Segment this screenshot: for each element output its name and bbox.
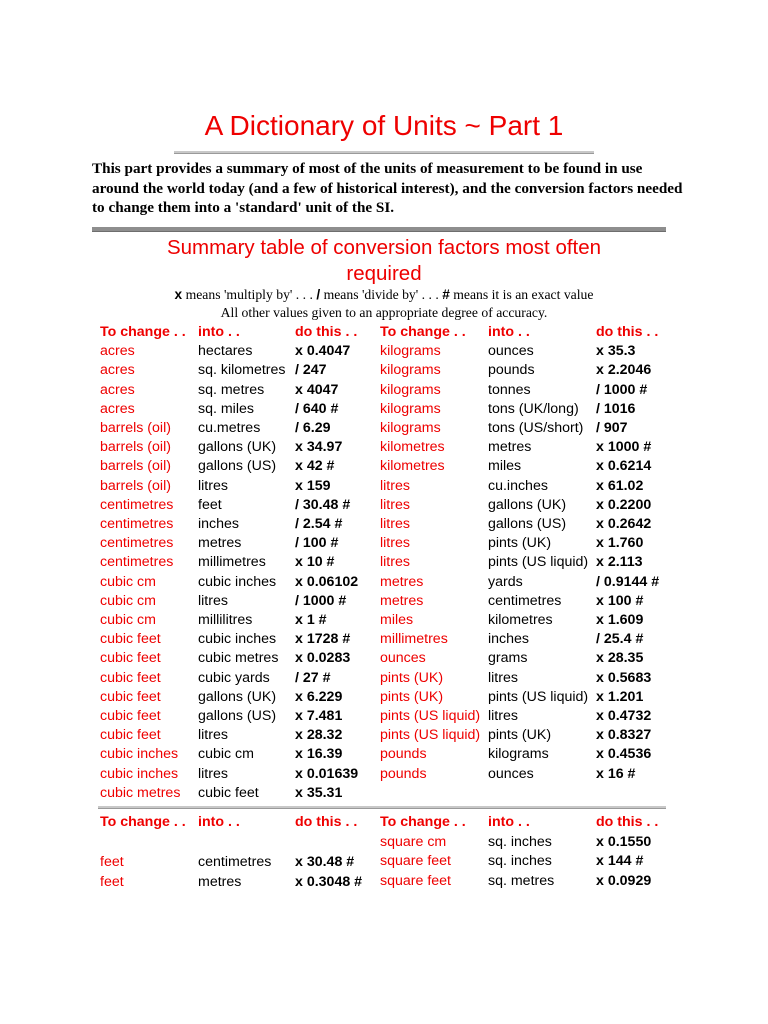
left-to-unit: gallons (US) — [198, 458, 277, 475]
left-from-unit: cubic cm — [100, 573, 156, 590]
right-to-unit: pounds — [488, 362, 535, 379]
left2-header-change: To change . . — [100, 814, 186, 830]
right2-from-unit: square cm — [380, 834, 447, 851]
right-factor: x 1000 # — [596, 439, 652, 456]
left-to-unit: litres — [198, 765, 228, 782]
left-factor: / 27 # — [295, 669, 331, 686]
left-from-unit: acres — [100, 343, 135, 360]
left2-header-action: do this . . — [295, 814, 358, 830]
left-factor: x 7.481 — [295, 708, 343, 724]
right-factor: x 2.2046 — [596, 362, 652, 379]
right-from-unit: litres — [380, 535, 410, 552]
right-from-unit: millimetres — [380, 631, 448, 648]
left-to-unit: gallons (UK) — [198, 439, 277, 456]
right-factor: x 0.8327 — [596, 727, 652, 744]
left-factor: x 10 # — [295, 554, 335, 571]
left-from-unit: barrels (oil) — [100, 439, 171, 456]
left-factor: / 247 — [295, 362, 327, 379]
divide-text: means 'divide by' . . . — [320, 287, 443, 302]
left-factor: / 1000 # — [295, 592, 347, 609]
left-to-unit: litres — [198, 727, 228, 744]
exact-symbol: # — [442, 287, 450, 302]
left2-header-into: into . . — [198, 814, 240, 830]
right-to-unit: grams — [488, 650, 528, 667]
right-factor: / 25.4 # — [596, 631, 644, 648]
right-header-into: into . . — [488, 324, 530, 340]
left-to-unit: inches — [198, 516, 240, 532]
right-from-unit: pints (US liquid) — [380, 727, 481, 744]
left2-to-unit: metres — [198, 873, 242, 890]
left-from-unit: centimetres — [100, 535, 174, 552]
left-to-unit: cubic metres — [198, 650, 279, 667]
left-from-unit: cubic inches — [100, 765, 179, 782]
right-from-unit: miles — [380, 612, 414, 628]
right-factor: x 0.2200 — [596, 496, 652, 513]
left-header-change: To change . . — [100, 324, 186, 340]
table-divider — [98, 806, 666, 809]
left-factor: / 6.29 — [295, 420, 331, 436]
right-to-unit: tons (US/short) — [488, 420, 584, 436]
left-to-unit: millimetres — [198, 554, 266, 571]
left-to-unit: cubic yards — [198, 669, 270, 686]
left2-factor: x 30.48 # — [295, 854, 355, 871]
left-factor: x 4047 — [295, 381, 339, 398]
left-to-unit: litres — [198, 592, 228, 609]
left-from-unit: cubic cm — [100, 592, 156, 609]
left-factor: x 42 # — [295, 458, 335, 475]
left-from-unit: cubic metres — [100, 784, 181, 801]
left-from-unit: cubic feet — [100, 650, 161, 667]
right-from-unit: pounds — [380, 765, 427, 782]
right-from-unit: pounds — [380, 746, 427, 763]
left-from-unit: barrels (oil) — [100, 477, 171, 494]
left-to-unit: sq. miles — [198, 400, 254, 417]
right-factor: x 1.201 — [596, 688, 644, 705]
right-to-unit: tonnes — [488, 381, 531, 398]
right-factor: / 1000 # — [596, 381, 648, 398]
divide-symbol: / — [316, 287, 321, 302]
multiply-text: means 'multiply by' . . . — [182, 287, 317, 302]
left2-from-unit: feet — [100, 873, 124, 890]
left-from-unit: acres — [100, 381, 135, 398]
left-factor: / 100 # — [295, 535, 339, 552]
right-factor: x 0.2642 — [596, 516, 652, 532]
right-from-unit: litres — [380, 554, 410, 571]
right-from-unit: litres — [380, 516, 410, 532]
left-to-unit: gallons (UK) — [198, 688, 277, 705]
right2-header-into: into . . — [488, 814, 530, 830]
right-from-unit: kilometres — [380, 458, 445, 475]
right-factor: x 28.35 — [596, 650, 644, 667]
left-factor: x 1 # — [295, 612, 327, 628]
right-header-action: do this . . — [596, 324, 659, 340]
left-factor: x 0.0283 — [295, 650, 351, 667]
right-to-unit: litres — [488, 669, 518, 686]
left-factor: x 159 — [295, 477, 331, 494]
left-factor: x 0.01639 — [295, 765, 359, 782]
left-from-unit: centimetres — [100, 554, 174, 571]
right-to-unit: miles — [488, 458, 522, 475]
left2-to-unit: centimetres — [198, 854, 272, 871]
left-to-unit: cu.metres — [198, 420, 261, 436]
page-title: A Dictionary of Units ~ Part 1 — [204, 110, 564, 141]
left-to-unit: millilitres — [198, 612, 253, 628]
right-to-unit: ounces — [488, 343, 534, 360]
right2-to-unit: sq. metres — [488, 872, 555, 889]
right-to-unit: centimetres — [488, 592, 562, 609]
right-from-unit: pints (UK) — [380, 669, 444, 686]
left-to-unit: hectares — [198, 343, 253, 360]
right2-factor: x 0.0929 — [596, 872, 652, 889]
right2-factor: x 144 # — [596, 853, 644, 870]
left-factor: x 0.06102 — [295, 573, 359, 590]
right-from-unit: litres — [380, 477, 410, 494]
right2-header-action: do this . . — [596, 814, 659, 830]
left-to-unit: sq. kilometres — [198, 362, 286, 379]
right-to-unit: inches — [488, 631, 530, 648]
right-from-unit: pints (UK) — [380, 688, 444, 705]
right-to-unit: pints (US liquid) — [488, 688, 589, 705]
right-from-unit: pints (US liquid) — [380, 708, 481, 724]
left-from-unit: cubic inches — [100, 746, 179, 763]
right-to-unit: pints (UK) — [488, 535, 552, 552]
left-from-unit: cubic feet — [100, 669, 161, 686]
right2-from-unit: square feet — [380, 872, 451, 889]
right2-from-unit: square feet — [380, 853, 451, 870]
exact-text: means it is an exact value — [449, 287, 594, 302]
left-from-unit: barrels (oil) — [100, 420, 171, 436]
right2-factor: x 0.1550 — [596, 834, 652, 851]
left-to-unit: litres — [198, 477, 228, 494]
left-header-into: into . . — [198, 324, 240, 340]
right-to-unit: gallons (UK) — [488, 496, 567, 513]
left-to-unit: cubic cm — [198, 746, 254, 763]
summary-heading-line-1: Summary table of conversion factors most often — [166, 236, 602, 259]
right-factor: x 35.3 — [596, 343, 636, 360]
right2-header-change: To change . . — [380, 814, 466, 830]
left-factor: x 35.31 — [295, 784, 343, 801]
right-factor: x 0.5683 — [596, 669, 652, 686]
right-from-unit: kilograms — [380, 362, 441, 379]
left2-factor: x 0.3048 # — [295, 873, 363, 890]
right-factor: x 1.760 — [596, 535, 644, 552]
right-from-unit: ounces — [380, 650, 426, 667]
left-factor: x 34.97 — [295, 439, 343, 456]
left2-from-unit: feet — [100, 854, 124, 871]
right-factor: x 61.02 — [596, 477, 644, 494]
left-factor: x 0.4047 — [295, 343, 351, 360]
left-factor: x 28.32 — [295, 727, 343, 744]
right-from-unit: kilograms — [380, 400, 441, 417]
left-from-unit: cubic feet — [100, 727, 161, 744]
right-from-unit: kilometres — [380, 439, 445, 456]
left-from-unit: acres — [100, 362, 135, 379]
right-to-unit: kilometres — [488, 612, 553, 628]
left-from-unit: cubic feet — [100, 688, 161, 705]
left-from-unit: cubic feet — [100, 631, 161, 648]
right-to-unit: ounces — [488, 765, 534, 782]
left-header-action: do this . . — [295, 324, 358, 340]
right-factor: x 100 # — [596, 592, 644, 609]
right-to-unit: litres — [488, 708, 518, 724]
left-from-unit: centimetres — [100, 496, 174, 513]
left-factor: / 2.54 # — [295, 516, 343, 532]
left-to-unit: gallons (US) — [198, 708, 277, 724]
left-from-unit: cubic cm — [100, 612, 156, 628]
multiply-symbol: x — [174, 287, 183, 302]
left-from-unit: acres — [100, 400, 135, 417]
right-factor: x 0.4732 — [596, 708, 652, 724]
right-factor: / 907 — [596, 420, 628, 436]
left-from-unit: cubic feet — [100, 708, 161, 724]
left-factor: / 30.48 # — [295, 496, 351, 513]
right-factor: x 0.6214 — [596, 458, 652, 475]
right-from-unit: kilograms — [380, 343, 441, 360]
right-header-change: To change . . — [380, 324, 466, 340]
right-from-unit: kilograms — [380, 420, 441, 436]
right-to-unit: cu.inches — [488, 477, 548, 494]
right-factor: x 1.609 — [596, 612, 644, 628]
right-from-unit: metres — [380, 592, 424, 609]
right2-to-unit: sq. inches — [488, 853, 552, 870]
right-to-unit: metres — [488, 439, 532, 456]
left-from-unit: barrels (oil) — [100, 458, 171, 475]
left-to-unit: feet — [198, 496, 222, 513]
right-to-unit: tons (UK/long) — [488, 400, 579, 417]
left-to-unit: metres — [198, 535, 242, 552]
right-to-unit: pints (UK) — [488, 727, 552, 744]
intro-paragraph: This part provides a summary of most of the units of measurement to be found in use around the world today (and a few of historical interest), and the conversion factors needed to change them into a 'standard' unit of the SI. — [92, 160, 683, 216]
right-to-unit: yards — [488, 573, 523, 590]
right2-to-unit: sq. inches — [488, 834, 552, 851]
right-from-unit: kilograms — [380, 381, 441, 398]
left-to-unit: sq. metres — [198, 381, 265, 398]
left-factor: x 16.39 — [295, 746, 343, 763]
left-factor: x 1728 # — [295, 631, 351, 648]
summary-heading-line-2: required — [346, 262, 422, 285]
left-from-unit: centimetres — [100, 516, 174, 532]
right-factor: / 0.9144 # — [596, 573, 660, 590]
right-factor: x 2.113 — [596, 554, 643, 571]
left-factor: / 640 # — [295, 400, 339, 417]
right-from-unit: metres — [380, 573, 424, 590]
left-to-unit: cubic inches — [198, 573, 277, 590]
left-factor: x 6.229 — [295, 688, 343, 705]
right-factor: x 16 # — [596, 765, 636, 782]
right-factor: x 0.4536 — [596, 746, 652, 763]
right-to-unit: pints (US liquid) — [488, 554, 589, 571]
left-to-unit: cubic inches — [198, 631, 277, 648]
accuracy-note: All other values given to an appropriate degree of accuracy. — [220, 305, 548, 320]
right-to-unit: kilograms — [488, 746, 549, 763]
right-from-unit: litres — [380, 496, 410, 513]
right-factor: / 1016 — [596, 400, 636, 417]
right-to-unit: gallons (US) — [488, 516, 567, 532]
left-to-unit: cubic feet — [198, 784, 259, 801]
